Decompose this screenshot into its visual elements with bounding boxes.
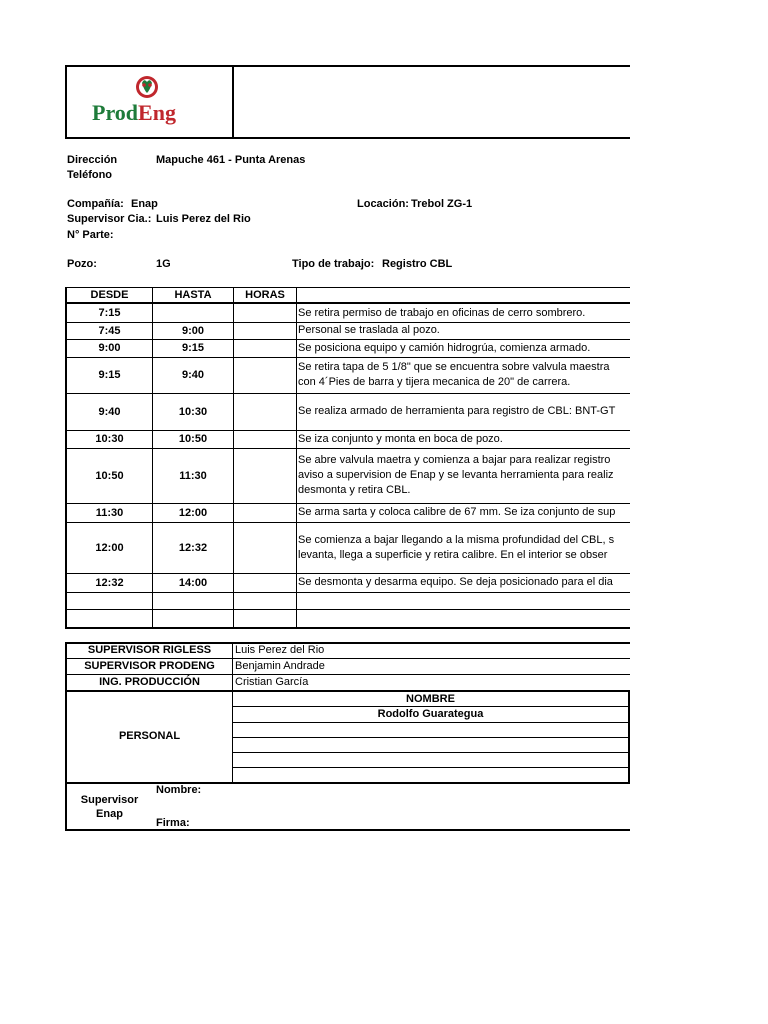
row-description: Se posiciona equipo y camión hidrogrúa, comienza armado. [298, 341, 591, 354]
row-description: con 4´Pies de barra y tijera mecanica de 20" de carrera. [298, 376, 571, 388]
row-description: Se desmonta y desarma equipo. Se deja posicionado para el dia [298, 576, 613, 588]
column-divider [233, 287, 234, 629]
header-horas: HORAS [245, 289, 285, 301]
logo-left-border [65, 65, 67, 139]
svg-text:ProdEng: ProdEng [92, 100, 176, 125]
row-hasta: 14:00 [178, 576, 208, 589]
direccion-value: Mapuche 461 - Punta Arenas [156, 154, 306, 166]
row-divider [65, 522, 630, 523]
row-description: Se retira tapa de 5 1/8" que se encuentra sobre valvula maestra [298, 361, 610, 373]
row-hasta: 9:40 [181, 369, 205, 381]
row-divider [65, 393, 630, 394]
row-desde: 9:40 [98, 405, 121, 418]
row-desde: 12:00 [95, 541, 124, 554]
pozo-label: Pozo: [67, 258, 97, 270]
telefono-label: Teléfono [67, 169, 113, 181]
row-desde: 10:50 [95, 469, 124, 482]
row-divider [65, 627, 630, 629]
row-desde: 9:15 [98, 369, 121, 381]
supervisor-prodeng-label: SUPERVISOR PRODENG [84, 660, 215, 672]
row-hasta: 12:00 [178, 506, 208, 519]
row-divider [65, 609, 630, 610]
firma-label: Firma: [156, 817, 190, 829]
row-desde: 12:32 [95, 576, 124, 589]
row-divider [65, 357, 630, 358]
tipo-value: Registro CBL [382, 258, 453, 270]
row-description: Personal se traslada al pozo. [298, 324, 440, 336]
pozo-value: 1G [156, 258, 171, 270]
compania-value: Enap [131, 198, 158, 210]
row-description: Se retira permiso de trabajo en oficinas de cerro sombrero. [298, 306, 586, 319]
row-desde: 7:45 [98, 324, 121, 337]
prodeng-logo-icon [92, 74, 202, 126]
row-hasta: 10:50 [178, 433, 208, 445]
row-description: levanta, llega a superficie y retira calibre. En el interior se obser [298, 548, 608, 561]
supervisor-label: Supervisor Cia.: [67, 213, 152, 225]
tipo-label: Tipo de trabajo: [292, 258, 375, 270]
logo-right-border [232, 65, 234, 139]
direccion-label: Dirección [67, 154, 118, 166]
row-hasta: 9:00 [181, 324, 205, 337]
row-divider [65, 448, 630, 449]
prodeng-logo [92, 74, 202, 126]
parte-label: N° Parte: [67, 229, 114, 241]
row-description: Se iza conjunto y monta en boca de pozo. [298, 432, 503, 445]
header-hasta: HASTA [174, 289, 212, 301]
row-divider [65, 592, 630, 593]
nombre-header: NOMBRE [406, 693, 455, 705]
row-hasta: 12:32 [178, 541, 208, 554]
row-desde: 11:30 [95, 506, 124, 519]
column-divider [296, 287, 297, 629]
compania-label: Compañía: [67, 198, 124, 210]
row-description: Se arma sarta y coloca calibre de 67 mm. Se iza conjunto de sup [298, 506, 616, 518]
row-description: Se abre valvula maetra y comienza a bajar para realizar registro [298, 454, 611, 466]
row-desde: 7:15 [98, 307, 121, 319]
locacion-value: Trebol ZG-1 [411, 198, 473, 210]
row-hasta: 10:30 [178, 405, 208, 418]
personal-label: PERSONAL [118, 730, 181, 742]
row-description: Se realiza armado de herramienta para registro de CBL: BNT-GT [298, 405, 616, 417]
supervisor-prodeng-value: Benjamin Andrade [235, 660, 325, 672]
locacion-label: Locación: [357, 198, 409, 210]
supervisor-enap-label-1: Supervisor [80, 794, 139, 806]
personal-name-0: Rodolfo Guarategua [377, 708, 484, 720]
nombre-label: Nombre: [156, 784, 202, 796]
row-divider [65, 503, 630, 504]
row-divider [65, 573, 630, 574]
ing-produccion-label: ING. PRODUCCIÓN [99, 676, 200, 688]
supervisor-enap-label-2: Enap [96, 808, 123, 820]
row-description: desmonta y retira CBL. [298, 484, 411, 496]
supervisor-value: Luis Perez del Rio [156, 213, 251, 225]
logo-bottom-border [65, 137, 630, 139]
row-desde: 9:00 [98, 342, 121, 354]
row-hasta: 9:15 [181, 342, 205, 354]
row-description: aviso a supervision de Enap y se levanta herramienta para realiz [298, 469, 614, 481]
supervisor-rigless-value: Luis Perez del Rio [235, 644, 325, 656]
row-description: Se comienza a bajar llegando a la misma profundidad del CBL, s [298, 533, 615, 546]
header-desde: DESDE [90, 289, 129, 301]
top-border [65, 65, 630, 67]
row-desde: 10:30 [95, 433, 124, 445]
ing-produccion-value: Cristian García [235, 676, 309, 688]
row-hasta: 11:30 [179, 469, 207, 482]
supervisor-rigless-label: SUPERVISOR RIGLESS [87, 644, 212, 656]
